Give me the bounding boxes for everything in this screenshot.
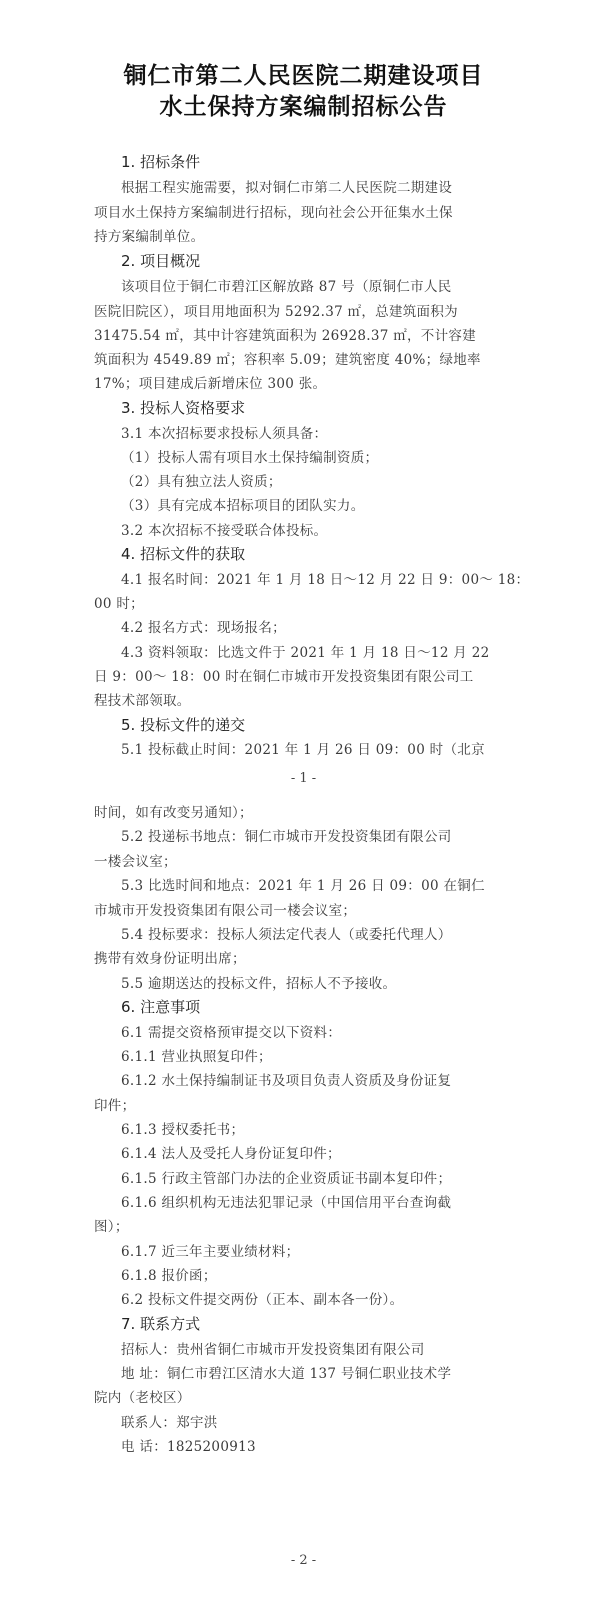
contact-line: 地 址：铜仁市碧江区清水大道 137 号铜仁职业技术学 xyxy=(121,1366,452,1382)
paragraph-line: （1）投标人需有项目水土保持编制资质； xyxy=(121,450,379,466)
section-heading-7: 7. 联系方式 xyxy=(121,1315,201,1333)
paragraph-line: （3）具有完成本招标项目的团队实力。 xyxy=(121,498,365,514)
paragraph-line: 项目水土保持方案编制进行招标，现向社会公开征集水土保 xyxy=(94,205,453,221)
contact-line: 招标人：贵州省铜仁市城市开发投资集团有限公司 xyxy=(121,1342,425,1358)
paragraph-line: 携带有效身份证明出席； xyxy=(94,951,246,967)
paragraph-line: 5.5 逾期送达的投标文件，招标人不予接收。 xyxy=(121,976,397,992)
paragraph-line: 根据工程实施需要，拟对铜仁市第二人民医院二期建设 xyxy=(121,180,453,196)
paragraph-line: 31475.54 ㎡，其中计容建筑面积为 26928.37 ㎡，不计容建 xyxy=(94,328,477,344)
document-title-line-2: 水土保持方案编制招标公告 xyxy=(159,94,448,120)
paragraph-line: 医院旧院区），项目用地面积为 5292.37 ㎡，总建筑面积为 xyxy=(94,304,458,320)
paragraph-line: 6.1.2 水土保持编制证书及项目负责人资质及身份证复 xyxy=(121,1073,452,1089)
paragraph-line: 6.1.5 行政主管部门办法的企业资质证书副本复印件； xyxy=(121,1171,452,1187)
paragraph-line: 6.1.7 近三年主要业绩材料； xyxy=(121,1244,300,1260)
paragraph-line: 17%；项目建成后新增床位 300 张。 xyxy=(94,376,327,392)
section-heading-1: 1. 招标条件 xyxy=(121,153,201,171)
section-heading-3: 3. 投标人资格要求 xyxy=(121,399,246,417)
contact-line: 电 话：1825200913 xyxy=(121,1439,256,1455)
section-heading-2: 2. 项目概况 xyxy=(121,252,201,270)
paragraph-line: 3.2 本次招标不接受联合体投标。 xyxy=(121,523,328,539)
paragraph-line: 5.4 投标要求：投标人须法定代表人（或委托代理人） xyxy=(121,927,452,943)
paragraph-line: 5.2 投递标书地点：铜仁市城市开发投资集团有限公司 xyxy=(121,829,452,845)
paragraph-line: 6.1.1 营业执照复印件； xyxy=(121,1049,272,1065)
paragraph-line: 市城市开发投资集团有限公司一楼会议室； xyxy=(94,903,357,919)
paragraph-line: 6.2 投标文件提交两份（正本、副本各一份）。 xyxy=(121,1292,404,1308)
paragraph-line: 3.1 本次招标要求投标人须具备： xyxy=(121,426,328,442)
paragraph-line: 程技术部领取。 xyxy=(94,693,191,709)
paragraph-line: 4.1 报名时间：2021 年 1 月 18 日～12 月 22 日 9：00～ 18： xyxy=(121,572,530,588)
paragraph-line: 4.2 报名方式：现场报名； xyxy=(121,620,286,636)
paragraph-line: 6.1.3 授权委托书； xyxy=(121,1122,245,1138)
paragraph-line: 5.3 比选时间和地点：2021 年 1 月 26 日 09：00 在铜仁 xyxy=(121,878,485,894)
paragraph-line: 时间，如有改变另通知）； xyxy=(94,805,253,821)
paragraph-line: 5.1 投标截止时间：2021 年 1 月 26 日 09：00 时（北京 xyxy=(121,742,485,758)
paragraph-line: 4.3 资料领取：比选文件于 2021 年 1 月 18 日～12 月 22 xyxy=(121,645,490,661)
paragraph-line: 6.1.6 组织机构无违法犯罪记录（中国信用平台查询截 xyxy=(121,1195,452,1211)
paragraph-line: 图）； xyxy=(94,1219,129,1235)
section-heading-5: 5. 投标文件的递交 xyxy=(121,716,246,734)
paragraph-line: 印件； xyxy=(94,1098,136,1114)
contact-line: 院内（老校区） xyxy=(94,1390,191,1406)
paragraph-line: 该项目位于铜仁市碧江区解放路 87 号（原铜仁市人民 xyxy=(121,279,452,295)
paragraph-line: 一楼会议室； xyxy=(94,854,177,870)
page-number-1: - 1 - xyxy=(290,771,317,786)
paragraph-line: 00 时； xyxy=(94,596,144,612)
paragraph-line: 6.1 需提交资格预审提交以下资料： xyxy=(121,1025,342,1041)
paragraph-line: 6.1.8 报价函； xyxy=(121,1268,217,1284)
paragraph-line: （2）具有独立法人资质； xyxy=(121,474,282,490)
contact-line: 联系人：郑宇洪 xyxy=(121,1415,218,1431)
paragraph-line: 持方案编制单位。 xyxy=(94,229,205,245)
paragraph-line: 日 9：00～ 18：00 时在铜仁市城市开发投资集团有限公司工 xyxy=(94,669,474,685)
paragraph-line: 6.1.4 法人及受托人身份证复印件； xyxy=(121,1146,341,1162)
paragraph-line: 筑面积为 4549.89 ㎡；容积率 5.09；建筑密度 40%；绿地率 xyxy=(94,352,481,368)
section-heading-4: 4. 招标文件的获取 xyxy=(121,545,246,563)
section-heading-6: 6. 注意事项 xyxy=(121,998,201,1016)
page-number-2: - 2 - xyxy=(290,1553,317,1568)
document-title-line-1: 铜仁市第二人民医院二期建设项目 xyxy=(123,63,484,89)
